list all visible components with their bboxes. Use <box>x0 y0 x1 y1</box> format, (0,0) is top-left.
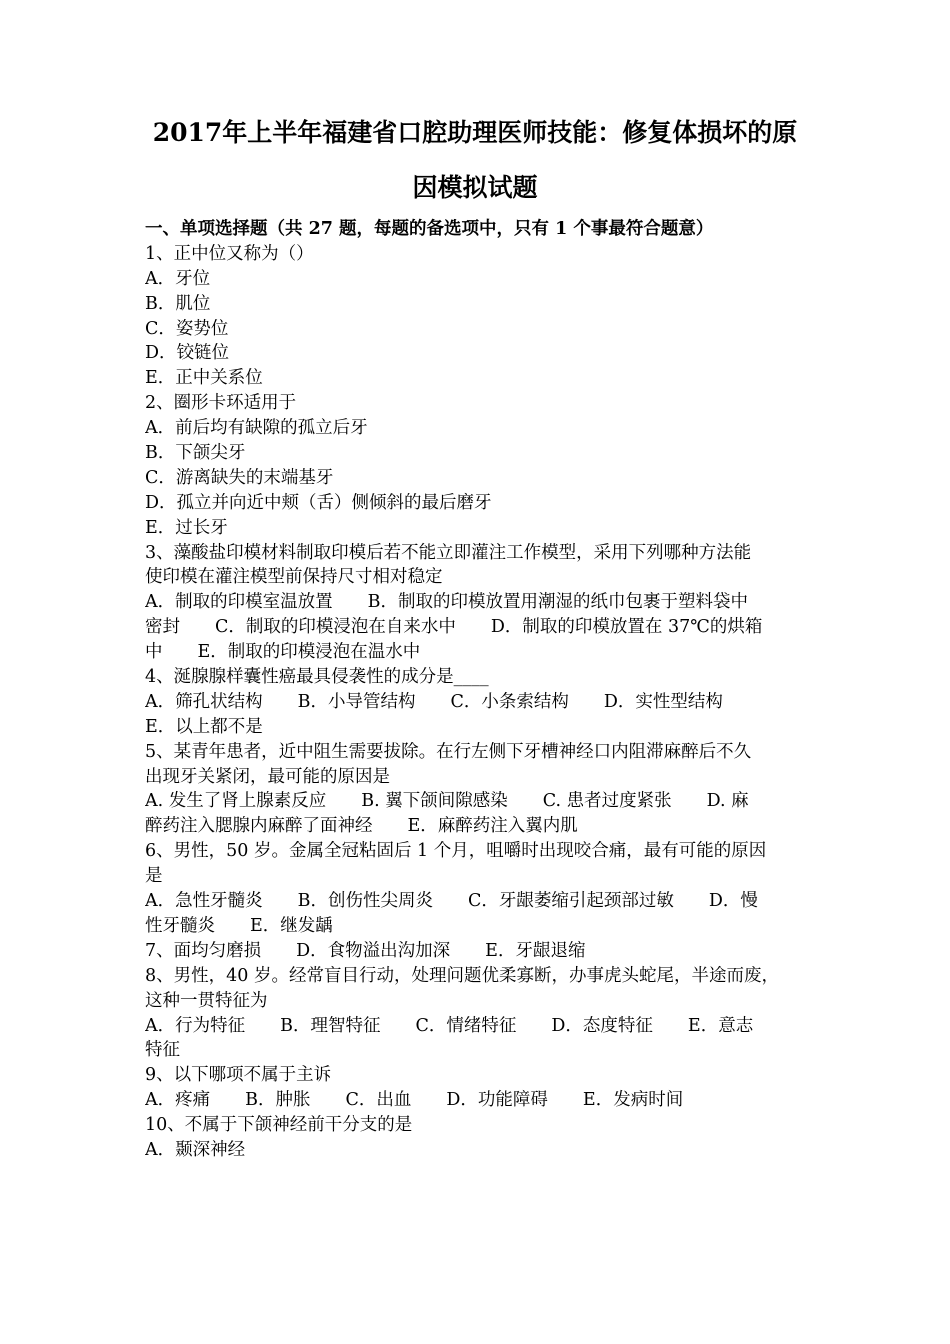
option-line: B．肌位 <box>145 293 211 314</box>
option-line: A．筛孔状结构 B．小导管结构 C．小条索结构 D．实性型结构 <box>145 691 723 712</box>
section-heading: 一、单项选择题（共 27 题，每题的备选项中，只有 1 个事最符合题意） <box>145 219 714 239</box>
option-line: A．颞深神经 <box>145 1139 246 1160</box>
question-9: 9、以下哪项不属于主诉 <box>145 1065 332 1086</box>
document-title-line-1: 2017年上半年福建省口腔助理医师技能：修复体损坏的原 <box>152 118 798 147</box>
question-5-continued: 出现牙关紧闭，最可能的原因是 <box>145 766 390 787</box>
option-line: B．下颌尖牙 <box>145 443 246 464</box>
question-3: 3、藻酸盐印模材料制取印模后若不能立即灌注工作模型，采用下列哪种方法能 <box>145 542 752 563</box>
question-7: 7、面均匀磨损 D．食物溢出沟加深 E．牙龈退缩 <box>145 940 586 961</box>
question-2: 2、圈形卡环适用于 <box>145 393 297 414</box>
question-6: 6、男性，50 岁。金属全冠粘固后 1 个月，咀嚼时出现咬合痛，最有可能的原因 <box>145 841 767 862</box>
option-line: A．行为特征 B．理智特征 C．情绪特征 D．态度特征 E．意志 <box>145 1015 754 1036</box>
option-line: 性牙髓炎 E．继发龋 <box>145 915 333 936</box>
option-line: D．孤立并向近中颊（舌）侧倾斜的最后磨牙 <box>145 492 492 513</box>
option-line: A．疼痛 B．肿胀 C．出血 D．功能障碍 E．发病时间 <box>145 1090 684 1111</box>
option-line: 特征 <box>145 1040 180 1061</box>
option-line: D．铰链位 <box>145 343 230 364</box>
document-title-line-2: 因模拟试题 <box>412 173 538 202</box>
option-line: E．过长牙 <box>145 517 228 538</box>
option-line: A．牙位 <box>145 268 211 289</box>
question-1: 1、正中位又称为（） <box>145 243 314 264</box>
question-10: 10、不属于下颌神经前干分支的是 <box>145 1115 413 1136</box>
question-4: 4、涎腺腺样囊性癌最具侵袭性的成分是____ <box>145 667 489 688</box>
question-8: 8、男性，40 岁。经常盲目行动，处理问题优柔寡断，办事虎头蛇尾，半途而废， <box>145 965 779 986</box>
question-list <box>145 217 813 1163</box>
question-5: 5、某青年患者，近中阻生需要拔除。在行左侧下牙槽神经口内阻滞麻醉后不久 <box>145 741 752 762</box>
option-line: C．游离缺失的末端基牙 <box>145 467 334 488</box>
option-line: E．正中关系位 <box>145 368 263 389</box>
option-line: A. 发生了肾上腺素反应 B. 翼下颌间隙感染 C. 患者过度紧张 D. 麻 <box>145 791 749 812</box>
option-line: 醉药注入腮腺内麻醉了面神经 E．麻醉药注入翼内肌 <box>145 816 578 837</box>
option-line: C．姿势位 <box>145 318 229 339</box>
question-6-continued: 是 <box>145 866 163 887</box>
option-line: 密封 C．制取的印模浸泡在自来水中 D．制取的印模放置在 37℃的烘箱 <box>145 617 763 638</box>
question-3-continued: 使印模在灌注模型前保持尺寸相对稳定 <box>145 567 443 588</box>
option-line: A．制取的印模室温放置 B．制取的印模放置用潮湿的纸巾包裹于塑料袋中 <box>145 592 748 613</box>
option-line: A．前后均有缺隙的孤立后牙 <box>145 418 368 439</box>
option-line: E．以上都不是 <box>145 716 263 737</box>
question-8-continued: 这种一贯特征为 <box>145 990 268 1011</box>
option-line: 中 E．制取的印模浸泡在温水中 <box>145 642 421 663</box>
option-line: A．急性牙髓炎 B．创伤性尖周炎 C．牙龈萎缩引起颈部过敏 D．慢 <box>145 891 758 912</box>
